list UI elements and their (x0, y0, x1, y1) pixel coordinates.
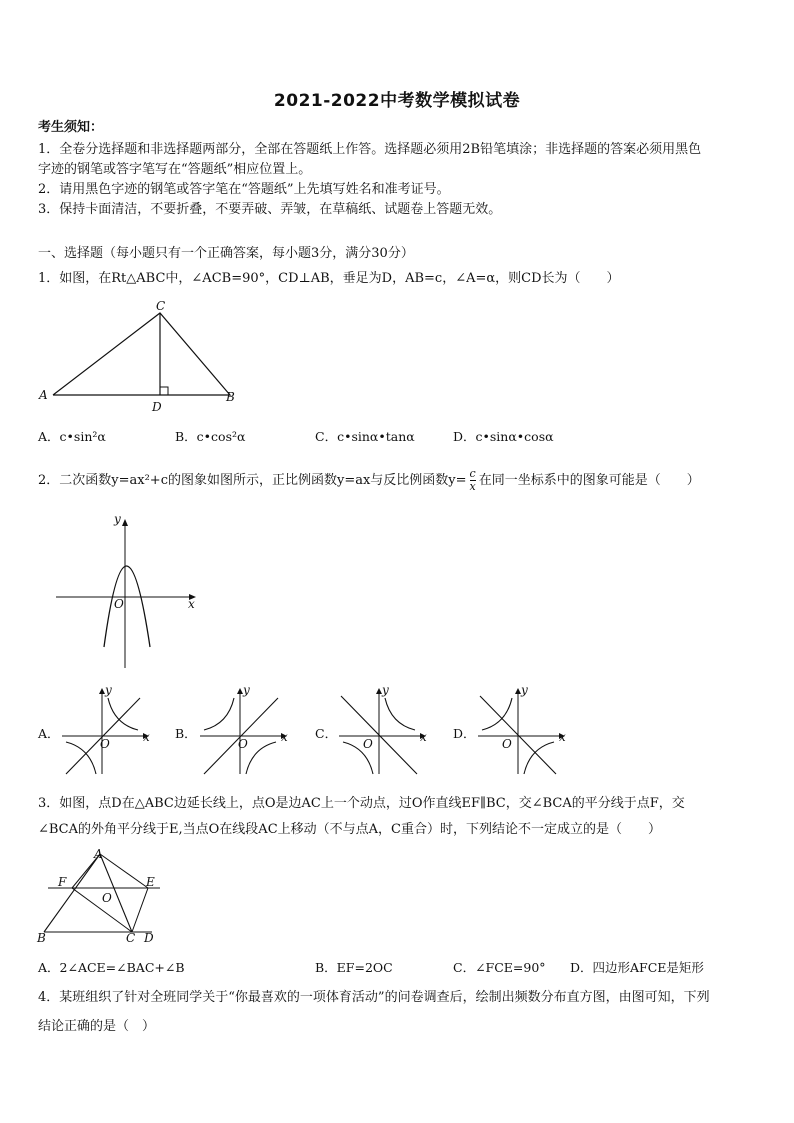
notice-line-1b: 字迹的钢笔或答字笔写在“答题纸”相应位置上。 (38, 162, 312, 177)
q2-option-a[interactable]: A． (38, 726, 60, 741)
q2-graph-c-o: O (363, 737, 373, 751)
q4-stem-line-2: 结论正确的是（ ） (38, 1019, 156, 1034)
q2-graph-c-y: y (382, 686, 389, 697)
q2-graph-d-o: O (502, 737, 512, 751)
q1-option-d[interactable]: D．c•sinα•cosα (453, 429, 554, 444)
q3-geometry-figure (34, 846, 166, 946)
q1-option-c[interactable]: C．c•sinα•tanα (315, 429, 415, 444)
q1-option-b[interactable]: B．c•cos²α (175, 429, 246, 444)
q1-stem: 1．如图，在Rt△ABC中，∠ACB=90°，CD⊥AB，垂足为D，AB=c，∠A=α，则CD长为（ ） (38, 271, 620, 286)
q2-graph-a-y: y (105, 686, 112, 697)
q3-option-a[interactable]: A．2∠ACE=∠BAC+∠B (38, 960, 185, 975)
q3-stem-line-2: ∠BCA的外角平分线于E,当点O在线段AC上移动（不与点A，C重合）时，下列结论不一定成立的是（ ） (38, 822, 661, 837)
notice-line-3: 3．保持卡面清洁，不要折叠，不要弄破、弄皱，在草稿纸、试题卷上答题无效。 (38, 202, 502, 217)
q3-stem-line-1: 3．如图，点D在△ABC边延长线上，点O是边AC上一个动点，过O作直线EF∥BC，交∠BCA的平分线于点F，交 (38, 796, 685, 811)
q3-option-b[interactable]: B．EF=2OC (315, 960, 393, 975)
q2-graph-a (60, 686, 152, 776)
q1-label-b: B (226, 390, 235, 404)
q2-stem-a: 2．二次函数y=ax²+c的图象如图所示，正比例函数y=ax与反比例函数y= (38, 473, 467, 488)
q3-label-o: O (102, 891, 112, 905)
q2-stem-b: 在同一坐标系中的图象可能是（ ） (478, 473, 700, 488)
q3-option-d[interactable]: D．四边形AFCE是矩形 (570, 960, 704, 975)
q2-main-origin: O (114, 597, 124, 611)
q3-label-f: F (58, 875, 67, 889)
q2-option-b[interactable]: B． (175, 726, 197, 741)
q3-option-c[interactable]: C．∠FCE=90° (453, 960, 546, 975)
q3-label-c: C (126, 931, 136, 945)
q2-graph-b-x: x (281, 730, 288, 744)
section-heading: 一、选择题（每小题只有一个正确答案，每小题3分，满分30分） (38, 246, 414, 261)
q2-option-d[interactable]: D． (453, 726, 476, 741)
q2-graph-d-y: y (521, 686, 528, 697)
q2-graph-d-x: x (559, 730, 566, 744)
q4-stem-line-1: 4．某班组织了针对全班同学关于“你最喜欢的一项体育活动”的问卷调查后，绘制出频数分布直方图，由图可知，下列 (38, 990, 710, 1005)
q1-triangle-figure (36, 298, 246, 416)
q2-graph-c (337, 686, 429, 776)
q2-graph-b-y: y (243, 686, 250, 697)
q2-graph-c-x: x (420, 730, 427, 744)
q1-label-a: A (39, 388, 48, 402)
q2-graph-a-o: O (100, 737, 110, 751)
q2-stem (38, 466, 700, 496)
q1-label-d: D (152, 400, 162, 414)
q2-fraction-num: c (469, 467, 476, 480)
q2-graph-a-x: x (143, 730, 150, 744)
q3-label-d: D (144, 931, 154, 945)
q3-label-b: B (37, 931, 46, 945)
notice-line-2: 2．请用黑色字迹的钢笔或答字笔在“答题纸”上先填写姓名和准考证号。 (38, 182, 450, 197)
notice-heading: 考生须知： (38, 120, 104, 135)
page-title: 2021-2022中考数学模拟试卷 (273, 91, 521, 111)
q1-label-c: C (156, 299, 166, 313)
q2-fraction (470, 468, 476, 493)
q2-parabola-graph (52, 515, 202, 671)
q3-label-a: A (94, 847, 103, 861)
q2-graph-d (476, 686, 568, 776)
q2-graph-b-o: O (238, 737, 248, 751)
notice-line-1a: 1．全卷分选择题和非选择题两部分，全部在答题纸上作答。选择题必须用2B铅笔填涂；非选择题的答案必须用黑色 (38, 142, 702, 157)
q3-label-e: E (146, 875, 155, 889)
q1-option-a[interactable]: A．c•sin²α (38, 429, 106, 444)
q2-main-axis-x: x (188, 597, 195, 611)
q2-graph-b (198, 686, 290, 776)
q2-option-c[interactable]: C． (315, 726, 338, 741)
q2-main-axis-y: y (114, 515, 121, 526)
q2-fraction-den: x (469, 480, 476, 493)
